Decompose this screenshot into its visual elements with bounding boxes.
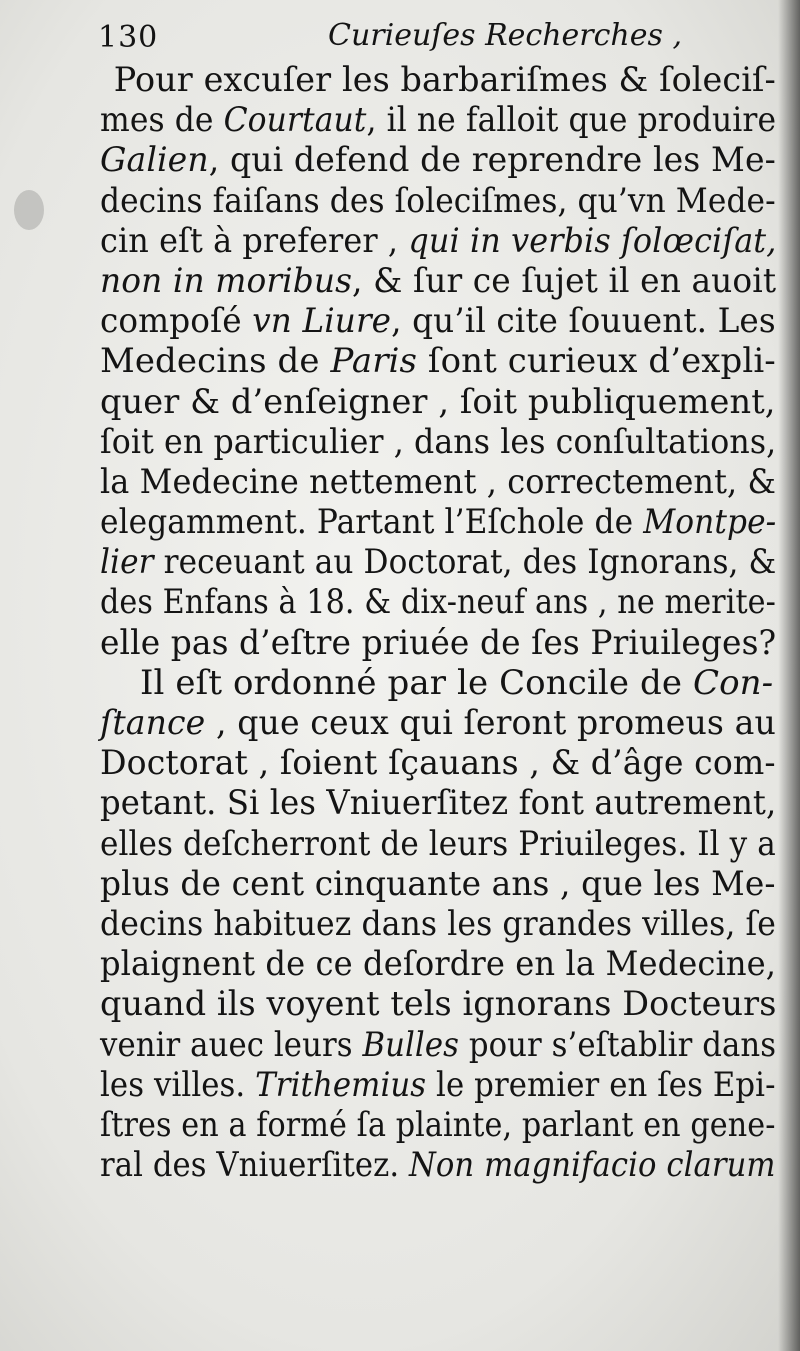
italic-text: qui in verbis ſolœciſat, <box>408 220 777 261</box>
text-segment: , qu’il cite ſouuent. Les <box>391 301 776 342</box>
text-line <box>100 1104 776 1145</box>
text-segment: ral des Vniuerſitez. <box>100 1145 409 1186</box>
text-segment: quer & d’enſeigner , ſoit publiquement, <box>100 381 776 422</box>
text-segment: le premier en ſes Epi- <box>426 1064 776 1105</box>
text-segment: la Medecine nettement , correctement, & <box>100 461 777 502</box>
text-segment: cin eſt à preferer , <box>100 220 409 261</box>
text-line <box>100 783 777 824</box>
text-line <box>100 140 776 181</box>
text-segment: plaignent de ce deſordre en la Medecine, <box>100 944 777 985</box>
text-segment: ſont curieux d’expli- <box>417 341 776 382</box>
text-line <box>100 663 776 703</box>
paper-stain <box>14 190 44 230</box>
text-line <box>100 622 777 663</box>
text-line <box>100 823 776 864</box>
text-line <box>100 542 777 583</box>
text-line <box>100 944 777 985</box>
text-segment: ſtres en a formé ſa plainte, parlant en gene- <box>100 1104 776 1145</box>
italic-text: Galien <box>100 140 209 181</box>
text-segment: , il ne falloit que produire <box>366 100 777 141</box>
text-line <box>100 60 776 100</box>
text-line <box>100 461 777 502</box>
text-line <box>100 863 776 904</box>
italic-text: Trithemius <box>255 1064 427 1105</box>
text-segment: plus de cent cinquante ans , que les Me- <box>100 863 776 904</box>
text-segment: mes de <box>100 100 224 141</box>
text-segment: elles deſcherront de leurs Priuileges. Il y a <box>100 823 776 864</box>
text-line <box>100 703 776 743</box>
text-segment: decins faiſans des ſoleciſmes, qu’vn Mede- <box>100 180 776 221</box>
body-text <box>100 60 776 1185</box>
text-line <box>100 582 776 623</box>
italic-text: vn Liure <box>252 301 392 342</box>
italic-text: non in moribus <box>100 260 353 301</box>
text-segment: des Enfans à 18. & dix-neuf ans , ne merite- <box>100 582 776 623</box>
page-header <box>98 14 770 54</box>
text-segment: elegamment. Partant l’Eſchole de <box>100 502 644 543</box>
italic-text: Non magnifacio clarum <box>408 1145 776 1186</box>
text-segment: pour s’eſtablir dans <box>458 1024 777 1065</box>
italic-text: Con- <box>692 662 774 703</box>
italic-text: lier <box>100 542 154 583</box>
text-segment: compoſé <box>100 301 253 342</box>
text-line <box>100 984 777 1025</box>
text-segment: venir auec leurs <box>100 1024 363 1065</box>
text-line <box>100 260 777 301</box>
text-segment: ſoit en particulier , dans les conſultations, <box>100 421 777 462</box>
text-line <box>100 903 776 944</box>
text-segment: , & ſur ce ſujet il en auoit <box>352 260 777 301</box>
text-segment: elle pas d’eſtre priuée de ſes Priuileges? <box>100 622 777 663</box>
italic-text: Paris <box>330 341 418 382</box>
text-segment: Pour excuſer les barbariſmes & ſoleciſ- <box>113 60 776 100</box>
text-segment: les villes. <box>100 1064 256 1105</box>
text-segment: quand ils voyent tels ignorans Docteurs <box>100 984 777 1025</box>
text-segment: decins habituez dans les grandes villes, ſe <box>100 903 776 944</box>
text-segment: petant. Si les Vniuerſitez font autrement, <box>100 783 777 824</box>
text-segment: receuant au Doctorat, des Ignorans, & <box>153 542 777 583</box>
page-gutter-shadow <box>778 0 800 1351</box>
text-line <box>100 421 777 462</box>
running-head: Curieuſes Recherches , <box>328 18 682 53</box>
text-segment: , qui defend de reprendre les Me- <box>208 140 776 181</box>
italic-text: Bulles <box>362 1024 459 1065</box>
text-line <box>100 1024 777 1065</box>
page-number: 130 <box>98 20 159 55</box>
text-segment: , que ceux qui ſeront promeus au <box>205 703 776 743</box>
text-segment: Medecins de <box>100 341 331 382</box>
italic-text: ſtance <box>100 703 206 743</box>
text-line <box>100 301 776 342</box>
text-line <box>100 743 776 784</box>
text-line <box>100 1145 776 1186</box>
text-line <box>100 180 776 221</box>
text-line <box>100 502 777 543</box>
text-line <box>100 100 777 141</box>
text-line <box>100 220 777 261</box>
text-line <box>100 381 776 422</box>
italic-text: Montpe- <box>643 502 777 543</box>
italic-text: Courtaut <box>223 100 367 141</box>
text-line <box>100 341 775 381</box>
text-segment: Il eſt ordonné par le Concile de <box>140 662 693 703</box>
text-segment: Doctorat , ſoient ſçauans , & d’âge com- <box>100 743 776 784</box>
text-line <box>100 1064 776 1105</box>
